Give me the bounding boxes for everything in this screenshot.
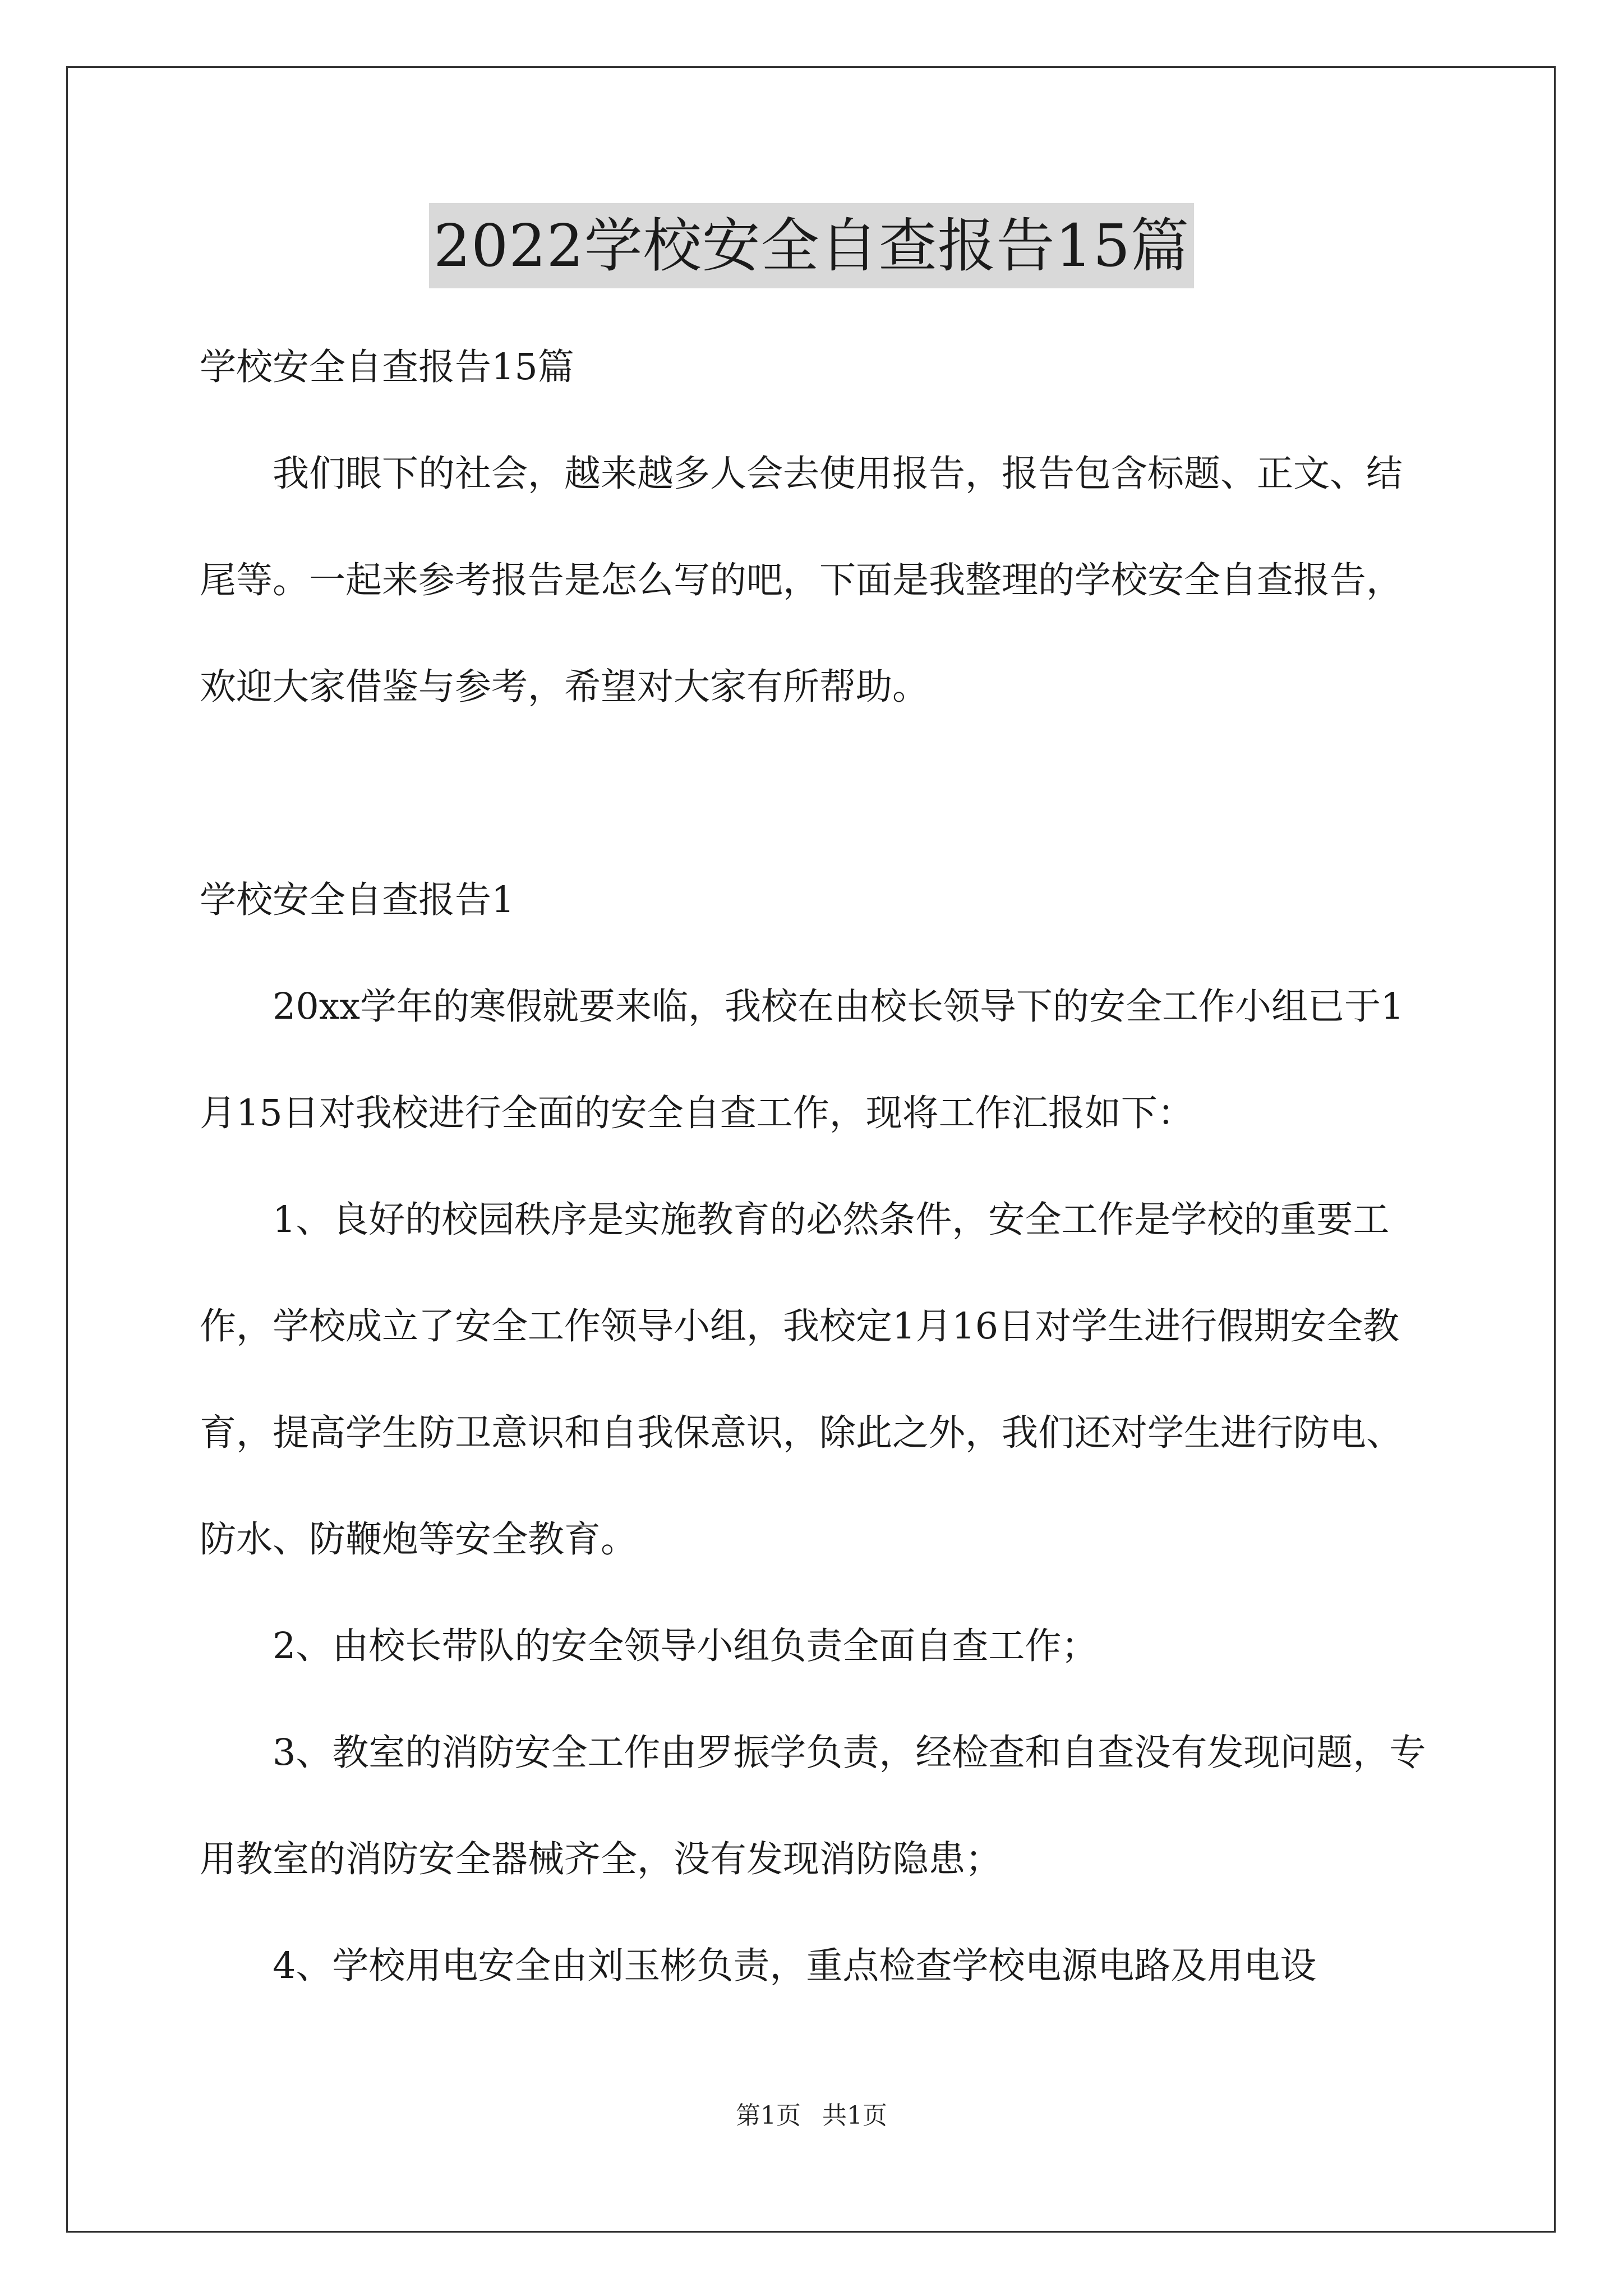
body-paragraph: 1、良好的校园秩序是实施教育的必然条件，安全工作是学校的重要工作，学校成立了安全工作领导小组，我校定1月16日对学生进行假期安全教育，提高学生防卫意识和自我保意识，除此之外，我们还对学生进行防电、防水、防鞭炮等安全教育。 bbox=[200, 1199, 1403, 1561]
body-paragraph: 4、学校用电安全由刘玉彬负责，重点检查学校电源电路及用电设 bbox=[273, 1945, 1317, 1987]
page-total: 共1页 bbox=[822, 2101, 887, 2130]
section-heading: 学校安全自查报告1 bbox=[200, 879, 515, 921]
title-wrap bbox=[0, 203, 1623, 288]
page-number: 第1页 bbox=[736, 2101, 801, 2130]
document-subtitle: 学校安全自查报告15篇 bbox=[200, 346, 574, 388]
body-paragraph: 2、由校长带队的安全领导小组负责全面自查工作； bbox=[273, 1625, 1098, 1667]
document-body bbox=[200, 314, 1433, 2019]
body-paragraph: 20xx学年的寒假就要来临，我校在由校长领导下的安全工作小组已于1月15日对我校进行全面的安全自查工作，现将工作汇报如下： bbox=[200, 986, 1404, 1134]
body-paragraph: 3、教室的消防安全工作由罗振学负责，经检查和自查没有发现问题，专用教室的消防安全器械齐全，没有发现消防隐患； bbox=[200, 1732, 1426, 1880]
page-footer bbox=[0, 2095, 1623, 2131]
intro-paragraph: 我们眼下的社会，越来越多人会去使用报告，报告包含标题、正文、结尾等。一起来参考报告是怎么写的吧，下面是我整理的学校安全自查报告，欢迎大家借鉴与参考，希望对大家有所帮助。 bbox=[200, 453, 1403, 708]
paragraph-spacer bbox=[200, 740, 1433, 847]
document-title: 2022学校安全自查报告15篇 bbox=[429, 203, 1194, 288]
